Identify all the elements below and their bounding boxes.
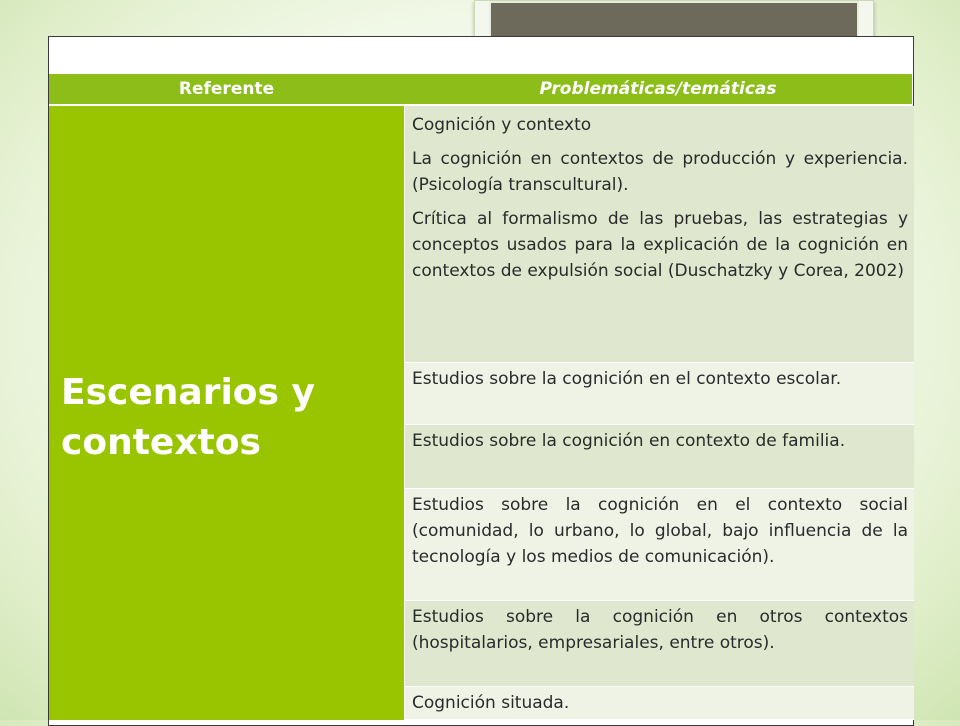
referente-cell xyxy=(49,106,404,720)
row-text: Estudios sobre la cognición en otros contextos (hospitalarios, empresariales, entre otros). xyxy=(412,607,908,653)
header-referente: Referente xyxy=(178,79,275,99)
table-row xyxy=(405,363,914,425)
table-row xyxy=(405,425,914,489)
row-text: Estudios sobre la cognición en el contexto escolar. xyxy=(412,369,842,389)
header-problematicas: Problemáticas/temáticas xyxy=(539,79,777,99)
row-text: Estudios sobre la cognición en contexto de familia. xyxy=(412,431,846,451)
table-row xyxy=(405,489,914,601)
row-text: La cognición en contextos de producción y experiencia. (Psicología transcultural). xyxy=(412,149,908,195)
referente-label: Escenarios y contextos xyxy=(61,372,315,463)
row-text: Cognición situada. xyxy=(412,693,570,713)
table-header xyxy=(49,74,912,104)
table-row xyxy=(405,687,914,720)
table-row xyxy=(405,601,914,687)
table-row xyxy=(405,106,914,363)
row-text: Estudios sobre la cognición en el contexto social (comunidad, lo urbano, lo global, bajo influencia de la tecnología y los medios de comunicación). xyxy=(412,495,908,567)
row-text: Crítica al formalismo de las pruebas, las estrategias y conceptos usados para la explicación de la cognición en contextos de expulsión social (Duschatzky y Corea, 2002) xyxy=(412,209,908,281)
topics-column xyxy=(405,106,914,720)
row-text: Cognición y contexto xyxy=(412,115,592,135)
